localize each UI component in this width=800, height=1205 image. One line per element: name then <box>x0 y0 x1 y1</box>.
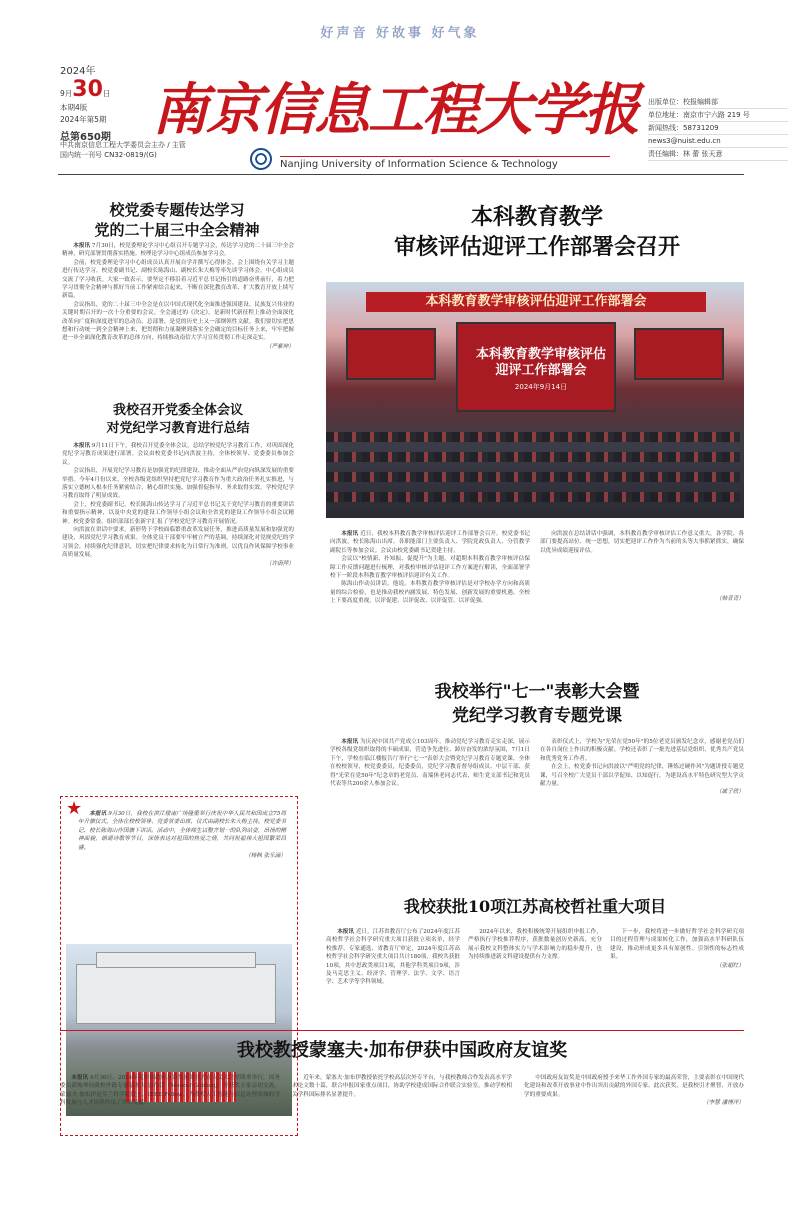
article4-title-line2: 党纪学习教育专题党课 <box>452 706 622 726</box>
newspaper-title: 南京信息工程大学报 <box>152 77 638 143</box>
audience-row <box>326 432 740 442</box>
article4-paragraph: 表彰仪式上，学校为"光荣在党50年"的5位老党员颁发纪念章，感谢老党员们在各自岗位上作出的积极贡献。学校还表彰了一批先进基层党组织、优秀共产党员和优秀党务工作者。 <box>540 739 744 762</box>
article5-author: （张超红） <box>716 962 744 969</box>
article4-body-col2 <box>540 738 744 797</box>
article5-body-col3 <box>610 928 744 970</box>
photo-banner: 本科教育教学审核评估迎评工作部署会 <box>366 292 706 312</box>
masthead-slogan: 好声音 好故事 好气象 <box>320 26 480 41</box>
article1-title-line1: 校党委专题传达学习 <box>109 201 245 219</box>
screen-title <box>476 347 606 395</box>
publication-number: 国内统一刊号 CN32-0819/(G) <box>60 151 157 159</box>
email: news3@nuist.edu.cn <box>648 135 788 148</box>
article1-title-line2: 党的二十届三中全会精神 <box>94 221 260 239</box>
notice-author: （杨枫 张乐涵） <box>245 853 286 860</box>
article6-body-col1 <box>60 1074 280 1108</box>
screen-title-line2: 迎评工作部署会 <box>495 363 587 378</box>
meeting-photo <box>326 282 744 518</box>
article3-body-col1 <box>330 530 530 606</box>
article6-paragraph: 中国政府友谊奖是中国政府授予来华工作外国专家的最高荣誉，主要表彰在中国现代化建设和改革开放事业中作出突出贡献的外国专家。此次获奖，是我校引才聚智、开放办学的重要成果。 <box>524 1075 744 1098</box>
building-top <box>96 952 256 968</box>
article2-lead: 本报讯 <box>73 443 91 449</box>
issue-pages: 本期4版 <box>60 103 88 112</box>
article1-author: （严紫坤） <box>266 343 294 350</box>
date-block <box>60 62 130 143</box>
notice-lead: 本报讯 <box>89 811 107 817</box>
publisher: 出版单位：校报编辑部 <box>648 96 788 109</box>
publisher-info <box>648 96 788 161</box>
day-suffix: 日 <box>102 89 111 98</box>
article2-paragraph: 会议指出，开展党纪学习教育是加强党的纪律建设、推动全面从严治党向纵深发展的重要举措。今年4月份以来，全校各级党组织坚持把党纪学习教育作为重大政治任务扎实推进，与落实立德树人根本任务紧密结合，精心组织实施、加强督促指导、务求取得实效。学校党纪学习教育取得了明显成效。 <box>62 468 294 500</box>
article5-title: 我校获批10项江苏高校哲社重大项目 <box>403 897 667 916</box>
section-divider <box>60 1030 744 1031</box>
article6-paragraph: 9月30日，2024年度中国政府友谊奖颁奖仪式在人民大会堂隆重举行，国务委员谌贻琴同我校外籍专家蒙塞夫·加布伊（Moncef Gabbouj）等获奖专家亲切交流。蒙塞夫·加布伊是芬兰科学院院士、IEEE Fellow，为我校人工智能与信息处理领域的学科发展与人才培养作出了突出贡献。 <box>60 1075 280 1107</box>
sponsor-line: 中共南京信息工程大学委员会主办 / 主管 <box>60 141 186 149</box>
article1-lead: 本报讯 <box>73 243 91 249</box>
article1-paragraph: 会前，校党委理论学习中心组成员认真开展自学并撰写心得体会。会上围绕有关学习主题进行传达学习。校党委副书记、副校长陈海山、副校长朱大梅等率先谈学习体会，中心组成员交流了学习收获。大家一致表示，要坚定不移沿着习近平总书记指引的道路奋勇前行，着力把学习贯彻全会精神与抓好当前工作紧密结合起来，不断在深化教育改革、扩大教育开放上续写新篇。 <box>62 259 294 300</box>
article4-lead: 本报讯 <box>341 739 359 745</box>
year-label: 2024年 <box>60 66 96 77</box>
article5-paragraph: 2024年以来，我校积极统筹开展组织申报工作，严格执行学校推荐程序，获批数量创历史新高，充分展示我校文科整体实力与学术影响力的稳步提升，也为持续推进新文科建设提供有力支撑。 <box>468 929 602 961</box>
day-number: 30 <box>72 77 103 102</box>
article2-title-line1: 我校召开党委全体会议 <box>112 403 243 418</box>
article4-paragraph: 在会上，校党委书记向洪波以"严明党的纪律，锤炼过硬作风"为题讲授专题党课，号召全校广大党员干部以学促知、以知促行，为建设高水平特色研究型大学贡献力量。 <box>540 764 744 788</box>
editors: 责任编辑：林 蕾 张天意 <box>648 148 788 161</box>
article4-title <box>330 680 744 728</box>
audience-row <box>326 472 740 482</box>
total-issue: 总第650期 <box>60 132 111 143</box>
article3-title-line2: 审核评估迎评工作部署会召开 <box>393 234 680 260</box>
article3-paragraph: 近日，我校本科教育教学审核评估迎评工作部署会召开。校党委书记向洪波，校长陈海山出席。各职能部门主要负责人、学院党政负责人、分管教学副院长等参加会议。会议由校党委副书记贺建主持。 <box>330 531 530 554</box>
audience-row <box>326 492 740 502</box>
phone: 新闻热线：58731209 <box>648 122 788 135</box>
left-screen <box>346 328 436 380</box>
article4-paragraph: 为庆祝中国共产党成立103周年，推动党纪学习教育走实走深，展示学校各级党组织取得的丰硕成果，营造争先进位、踔厉奋发的浓厚氛围，7月1日下午，学校在临江楼报告厅举行"七一"表彰大会暨党纪学习教育专题党课。全体在校校领导，校党委委员，纪委委员，党纪学习教育督导组成员、中层干部、获得"光荣在党50年"纪念章的老党员、南端休老同志代表，师生党支部书记和党员代表等共200余人参加会议。 <box>330 739 530 788</box>
article1-paragraph: 会议指出，党的二十届三中全会是在以中国式现代化全面推进强国建设、民族复兴伟业的关键时期召开的一次十分重要的会议。全会通过的《决定》，是新时代新征程上推动全面深化改革向广度和深度进军的总动员、总部署，是党的历史上又一部纲领性文献。我们要切实把思想和行动统一到全会精神上来，把贯彻和力量凝聚到落实全会确定的目标任务上来，牢牢把握进一步全面深化教育改革的总体方向，持续推动南信大学习宣传贯彻工作走深走实。 <box>62 301 294 342</box>
article6-author: （李慧 潘博洋） <box>703 1100 744 1107</box>
article2-paragraph: 向洪波在讲话中要求，新形势下学校面临繁重改革发展任务，推进高质量发展和加强党的建设，巩固党纪学习教育成果。全体党员干部要牢牢树立严的基调，持续深化对党规党纪的学习领会，持续强化纪律意识，切实把纪律要求转化为日常行为准则，以优良作风保障学校事业高质量发展。 <box>62 527 294 559</box>
article5-paragraph: 下一步，我校将进一步做好哲学社会科学研究项目的过程管理与成果转化工作，加强高水平科研队伍建设，推动形成更多具有原创性、引领性的标志性成果。 <box>610 929 744 961</box>
article1-body <box>62 242 294 351</box>
article2-body <box>62 442 294 568</box>
month-label: 9月 <box>60 89 73 98</box>
screen-title-line1: 本科教育教学审核评估 <box>476 347 607 362</box>
article3-title-line1: 本科教育教学 <box>470 204 603 230</box>
screen-date: 2024年9月14日 <box>514 383 568 391</box>
article4-body-col1 <box>330 738 530 788</box>
article3-title <box>330 202 744 262</box>
article6-body-col2 <box>292 1074 512 1099</box>
article3-body-col2 <box>540 530 744 604</box>
article6-title: 我校教授蒙塞夫·加布伊获中国政府友谊奖 <box>236 1040 568 1061</box>
university-logo-icon <box>250 148 272 170</box>
article1-title <box>62 200 292 240</box>
notice-body <box>78 810 286 860</box>
article5-body-col2 <box>468 928 602 962</box>
article2-paragraph: 9月11日下午，我校召开党委全体会议，总结学校党纪学习教育工作，对巩固深化党纪学习教育成果进行部署。会议由校党委书记向洪波主持，全体校领导、党委委员参加会议。 <box>62 443 294 466</box>
notice-text: 9月30日，我校在滨江楼南广场隆重举行庆祝中华人民共和国成立75周年升旗仪式。全体在校校领导、党委常委出席，仪式由副校长朱大梅主持。校党委书记、校长陈海山作国旗下讲话。活动中，全体师生以整齐划一的队列站姿，昂扬的精神面貌，朗诵诗歌等节目，深情表达对祖国的热爱之情，共同祝福伟大祖国繁荣昌盛。 <box>78 811 286 851</box>
article3-paragraph: 向洪波在总结讲话中强调，本科教育教学审核评估工作意义重大，各学院、各部门要提高站位、统一思想，切实把迎评工作作为当前的头等大事抓紧抓实，确保以优异成绩迎接评估。 <box>540 531 744 554</box>
article6-paragraph: 近年来，蒙塞夫·加布伊教授依托学校高层次外专平台，与我校教师合作发表高水平学术论文数十篇，联合申报国家重点项目，协助学校建成国际合作联合实验室，推动学校相关学科国际排名显著提升。 <box>292 1075 512 1098</box>
article5-paragraph: 近日，江苏省教育厅公布了2024年度江苏高校哲学社会科学研究重大项目获批立项名单，经学校推荐、专家通选、省教育厅审定，2024年度江苏高校哲学社会科学研究重大项目共计180项，我校共获批10项，其中思政类项目1项，其他学科类项目9项，涉及马克思主义、经济学、管理学、法学、文学、语言学、艺术学等学科领域。 <box>326 929 460 986</box>
article2-author: （许蔚萍） <box>266 560 294 567</box>
article3-paragraph: 会议以"校情新、扑知振、促提升"为主题，对超期本科教育教学审核评估保障工作反馈问题进行梳理，对我校审核评估迎评工作方案进行解读，全面部署学校下一阶段本科教育教学审核评估迎评有关工作。 <box>330 556 530 580</box>
article4-title-line1: 我校举行"七一"表彰大会暨 <box>434 682 640 702</box>
building <box>76 964 276 1024</box>
article2-title <box>62 402 294 438</box>
article2-paragraph: 会上，校党委副书记，校长陈海山传达学习了习近平总书记关于党纪学习教育的重要讲话和重要指示精神，以及中央党的建设工作领导小组会议和全省党的建设工作领导小组会议精神。校党委常委、组织部部长张新宇汇报了学校党纪学习教育开展情况。 <box>62 501 294 525</box>
article5-lead: 本报讯 <box>337 929 355 935</box>
address: 单位地址：南京市宁六路 219 号 <box>648 109 788 122</box>
article3-author: （韩青青） <box>716 596 744 603</box>
article5-body-col1 <box>326 928 460 987</box>
english-name: Nanjing University of Information Science & Technology <box>280 156 610 170</box>
article6-lead: 本报讯 <box>71 1075 89 1081</box>
article3-lead: 本报讯 <box>341 531 359 537</box>
article6-body-col3 <box>524 1074 744 1108</box>
article1-paragraph: 7月30日，校党委理论学习中心组召开专题学习会，传达学习党的二十届三中全会精神，研究部署贯彻落实措施。校理论学习中心组成员参加学习会。 <box>62 243 294 258</box>
right-screen <box>634 328 724 380</box>
star-icon: ★ <box>66 798 83 819</box>
header-divider <box>58 174 744 175</box>
issue-year: 2024年第5期 <box>60 115 107 124</box>
article3-paragraph: 陈海山作动员讲话。他说，本科教育教学审核评估是对学校办学方向和高质量的综合检验，也是推动我校内涵发展、特色发展、创新发展的重要机遇。全校上下要高度重视，以评促建、以评促改、以评促管、以评促强。 <box>330 581 530 605</box>
article4-author: （戚子欣） <box>716 789 744 796</box>
audience-row <box>326 452 740 462</box>
article2-title-line2: 对党纪学习教育进行总结 <box>106 421 250 436</box>
